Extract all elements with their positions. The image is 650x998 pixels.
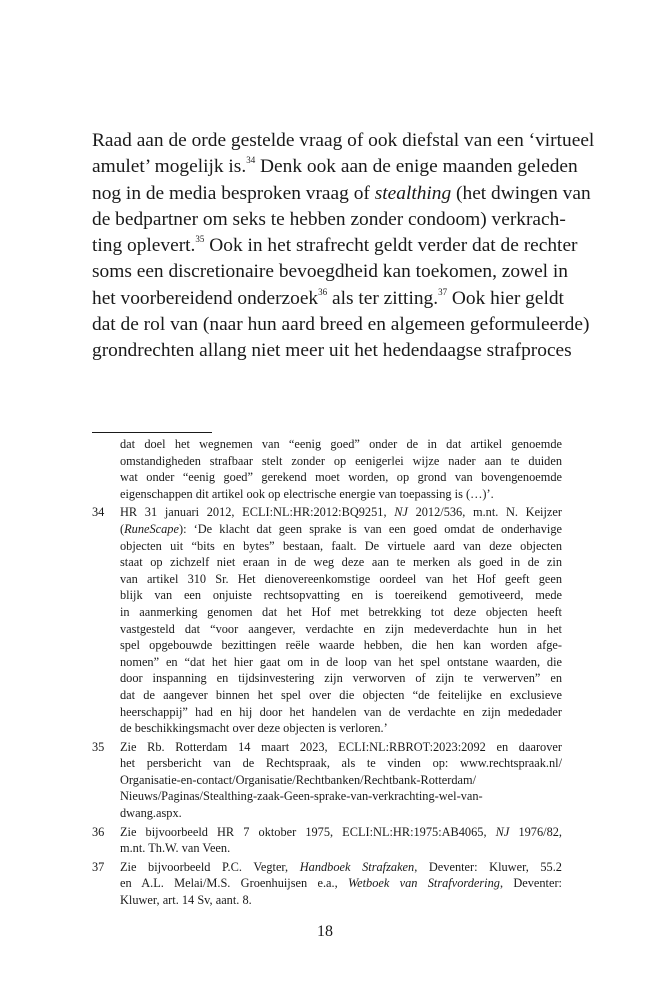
footnote-line: staat op zichzelf niet eraan in de weg deze aan te merken als goed in de zin [120,555,562,570]
footnote-ref[interactable]: 36 [318,286,328,297]
footnote-line: en A.L. Melai/M.S. Groenhuijsen e.a., Wetboek van Strafvordering, Deventer: [120,876,562,891]
footnote-line: m.nt. Th.W. van Veen. [120,841,231,856]
footnote-line: het persbericht van de Rechtspraak, als te vinden op: www.rechtspraak.nl/ [120,756,562,771]
footnote-line: objecten uit “bits en bytes” bestaan, faalt. De virtuele aard van deze objecten [120,538,562,553]
body-line: ting oplevert.$^{35}$ Ook in het strafrecht geldt verder dat de rechter [92,234,578,257]
footnote-continued [92,436,562,502]
footnote-line: vastgesteld dat “voor aangever, verdachte en zijn medeverdachte hun in het [120,621,562,636]
footnote-line: in aanmerking genomen dat het Hof met betrekking tot deze objecten heeft [120,604,562,619]
footnote-line: dat doel het wegnemen van “eenig goed” onder de in dat artikel genoemde [120,437,562,451]
footnote-36 [92,824,562,857]
footnote-line: wat onder “eenig goed” gerekend moet worden, op grond van bovengenoemde [120,470,562,485]
footnote-number: 36 [92,824,105,839]
footnote-line: Zie bijvoorbeeld HR 7 oktober 1975, ECLI:NL:HR:1975:AB4065, NJ 1976/82, [120,824,562,839]
footnote-35 [92,739,562,822]
footnotes [92,436,562,909]
footnote-line: HR 31 januari 2012, ECLI:NL:HR:2012:BQ9251, NJ 2012/536, m.nt. N. Keijzer [120,505,562,520]
footnote-line: dat de aangever binnen het spel over die objecten “de feitelijke en exclusieve [120,687,562,702]
footnote-line: eigenschappen dit artikel ook op electrische energie van toepassing is (…)’. [120,486,494,501]
footnote-line: heerschappij” had en hij door het handelen van de verdachte en zijn mededader [120,704,562,719]
footnote-number: 35 [92,739,105,754]
body-line: dat de rol van (naar hun aard breed en algemeen geformuleerde) [92,314,590,336]
footnote-34 [92,504,562,736]
footnote-line: blijk van een onjuiste rechtsopvatting en is toereikend gemotiveerd, mede [120,588,562,603]
footnote-line: Kluwer, art. 14 Sv, aant. 8. [120,893,252,908]
footnote-number: 34 [92,505,105,520]
footnote-line: Zie bijvoorbeeld P.C. Vegter, Handboek Strafzaken, Deventer: Kluwer, 55.2 [120,859,562,874]
body-line: de bedpartner om seks te hebben zonder condoom) verkrach- [92,208,566,230]
footnote-line: dwang.aspx. [120,806,182,821]
page-number: 18 [317,923,333,940]
footnote-line: spel opgebouwde bezittingen reële waarde hebben, die hen kan worden afge- [120,638,562,653]
footnote-ref[interactable]: 34 [246,155,256,166]
footnote-ref[interactable]: 37 [438,286,448,297]
body-line: het voorbereidend onderzoek$^{36}$ als ter zitting.$^{37}$ Ook hier geldt [92,286,564,309]
footnote-line: van artikel 310 Sr. Het dienovereenkomstige oordeel van het Hof geeft geen [120,571,562,586]
body-line: nog in de media besproken vraag of stealthing (het dwingen van [92,182,591,204]
body-line: amulet’ mogelijk is.$^{34}$ Denk ook aan de enige maanden geleden [92,155,578,178]
footnote-separator [92,432,212,433]
footnote-line: Organisatie-en-contact/Organisatie/Rechtbanken/Rechtbank-Rotterdam/ [120,772,477,787]
footnote-number: 37 [92,859,105,874]
footnote-line: door inspanning en tijdsinvestering zijn verworven of zijn te verwerven” en [120,671,562,686]
footnote-line: nomen” en “dat het hier gaat om in de loop van het spel ontstane waarden, die [120,654,562,669]
footnote-line: de beschikkingsmacht over deze objecten is verloren.’ [120,721,388,736]
body-line: Raad aan de orde gestelde vraag of ook diefstal van een ‘virtueel [92,130,595,151]
footnote-37 [92,859,562,909]
footnote-line: omstandigheden strafbaar stelt zonder op eenigerlei wijze nader aan te duiden [120,453,562,468]
footnote-line: (RuneScape): ‘De klacht dat geen sprake is van een goed omdat de onderhavige [120,521,562,536]
footnote-ref[interactable]: 35 [195,234,205,245]
footnote-line: Zie Rb. Rotterdam 14 maart 2023, ECLI:NL:RBROT:2023:2092 en daarover [120,739,562,754]
footnote-line: Nieuws/Paginas/Stealthing-zaak-Geen-sprake-van-verkrachting-wel-van- [120,789,483,804]
body-line: grondrechten allang niet meer uit het hedendaagse strafproces [92,340,572,362]
body-text [92,128,595,365]
body-line: soms een discretionaire bevoegdheid kan toekomen, zowel in [92,261,568,283]
